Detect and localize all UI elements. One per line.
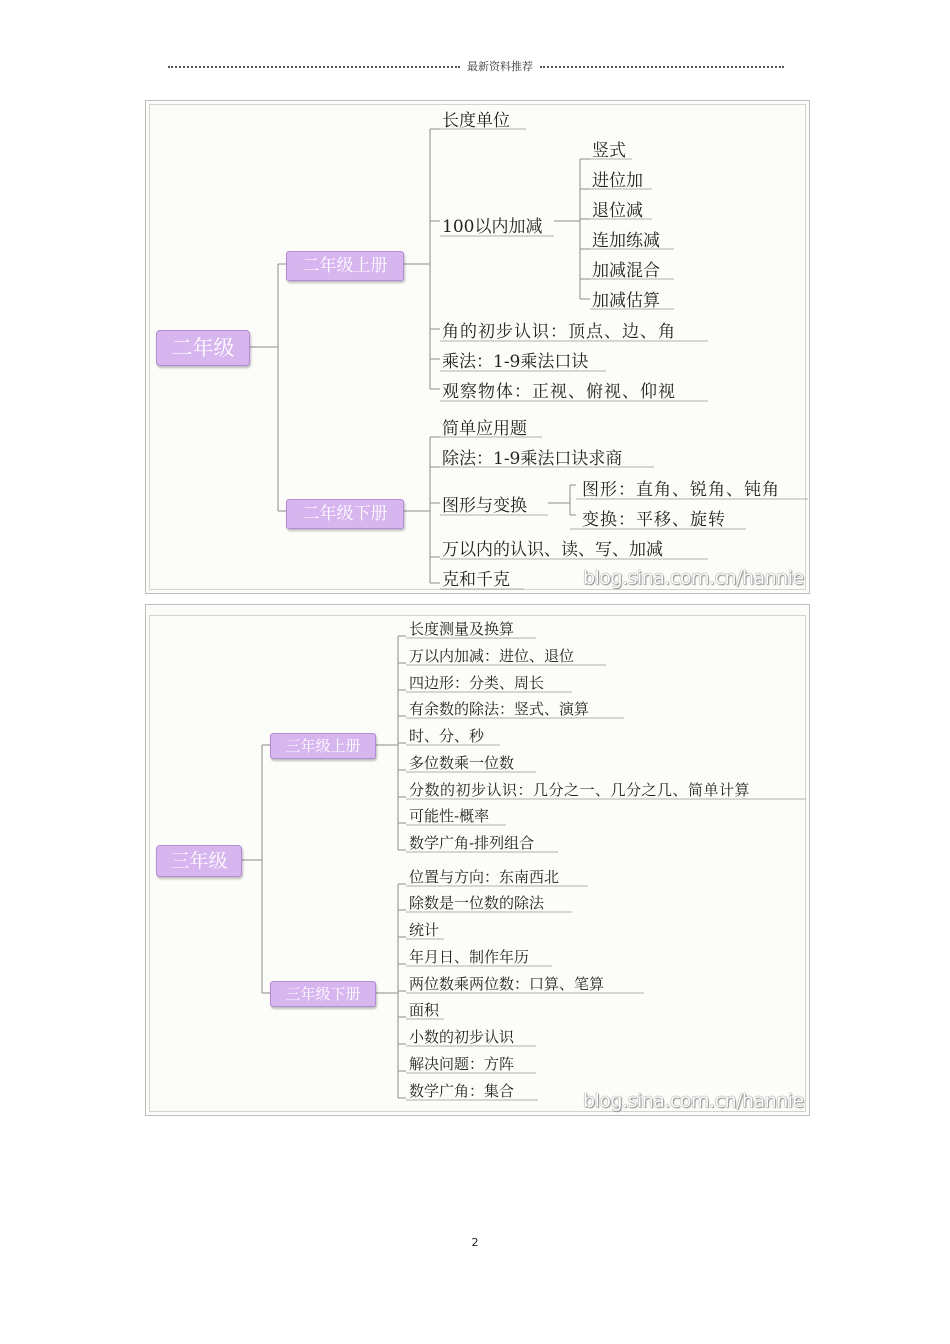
grade3-lower-topic: 小数的初步认识 bbox=[409, 1028, 515, 1046]
grade2-addsub-subtopic: 退位减 bbox=[592, 201, 643, 221]
grade3-lower-semester-node: 三年级下册 bbox=[270, 981, 376, 1007]
grade2-transform-subtopic: 变换：平移、旋转 bbox=[582, 510, 726, 530]
grade3-upper-topic: 有余数的除法：竖式、演算 bbox=[409, 700, 590, 718]
grade3-lower-topic: 除数是一位数的除法 bbox=[409, 894, 545, 912]
grade2-upper-topic: 乘法：1-9乘法口诀 bbox=[442, 352, 589, 372]
grade2-upper-topic: 100以内加减 bbox=[442, 217, 543, 237]
grade2-watermark: blog.sina.com.cn/hannie bbox=[583, 567, 804, 589]
grade3-upper-topic: 时、分、秒 bbox=[409, 727, 485, 745]
grade3-upper-topic: 四边形：分类、周长 bbox=[409, 674, 545, 692]
grade3-upper-topic: 长度测量及换算 bbox=[409, 620, 515, 638]
grade3-upper-topic: 分数的初步认识：几分之一、几分之几、简单计算 bbox=[409, 781, 751, 799]
grade3-lower-topic: 数学广角：集合 bbox=[409, 1082, 515, 1100]
grade2-root-node: 二年级 bbox=[156, 330, 250, 366]
grade2-transform-subtopic: 图形：直角、锐角、钝角 bbox=[582, 480, 780, 500]
grade3-upper-topic: 万以内加减：进位、退位 bbox=[409, 647, 575, 665]
grade3-lower-topic: 两位数乘两位数：口算、笔算 bbox=[409, 975, 605, 993]
header-dotted-rule-right bbox=[540, 66, 784, 68]
grade3-upper-topic: 数学广角-排列组合 bbox=[409, 834, 535, 852]
grade2-addsub-subtopic: 加减混合 bbox=[592, 261, 660, 281]
page-header bbox=[168, 58, 784, 74]
header-title: 最新资料推荐 bbox=[460, 58, 540, 74]
grade3-lower-topic: 统计 bbox=[409, 921, 440, 939]
grade2-upper-topic: 长度单位 bbox=[442, 111, 510, 131]
grade3-upper-topic: 可能性-概率 bbox=[409, 807, 490, 825]
grade3-lower-topic: 面积 bbox=[409, 1001, 440, 1019]
grade2-lower-topic: 图形与变换 bbox=[442, 496, 527, 516]
grade2-addsub-subtopic: 进位加 bbox=[592, 171, 643, 191]
grade2-lower-topic: 简单应用题 bbox=[442, 419, 527, 439]
grade2-lower-topic: 克和千克 bbox=[442, 570, 510, 590]
grade3-lower-topic: 解决问题：方阵 bbox=[409, 1055, 515, 1073]
grade3-root-node: 三年级 bbox=[156, 845, 242, 877]
header-dotted-rule-left bbox=[168, 66, 460, 68]
grade2-upper-semester-node: 二年级上册 bbox=[286, 251, 404, 281]
grade2-lower-topic: 万以内的认识、读、写、加减 bbox=[442, 540, 663, 560]
page-number: 2 bbox=[471, 1236, 479, 1249]
grade3-lower-topic: 年月日、制作年历 bbox=[409, 948, 530, 966]
grade3-upper-topic: 多位数乘一位数 bbox=[409, 754, 515, 772]
grade3-mindmap bbox=[145, 604, 810, 1116]
grade2-upper-topic: 观察物体：正视、俯视、仰视 bbox=[442, 382, 676, 402]
grade2-addsub-subtopic: 加减估算 bbox=[592, 291, 660, 311]
grade2-lower-semester-node: 二年级下册 bbox=[286, 499, 404, 529]
grade3-lower-topic: 位置与方向：东南西北 bbox=[409, 868, 560, 886]
grade2-addsub-subtopic: 竖式 bbox=[592, 141, 626, 161]
grade2-mindmap bbox=[145, 100, 810, 594]
grade3-upper-semester-node: 三年级上册 bbox=[270, 733, 376, 759]
grade3-watermark: blog.sina.com.cn/hannie bbox=[583, 1090, 804, 1112]
grade2-addsub-subtopic: 连加练减 bbox=[592, 231, 660, 251]
grade2-lower-topic: 除法：1-9乘法口诀求商 bbox=[442, 449, 623, 469]
grade2-upper-topic: 角的初步认识：顶点、边、角 bbox=[442, 322, 676, 342]
